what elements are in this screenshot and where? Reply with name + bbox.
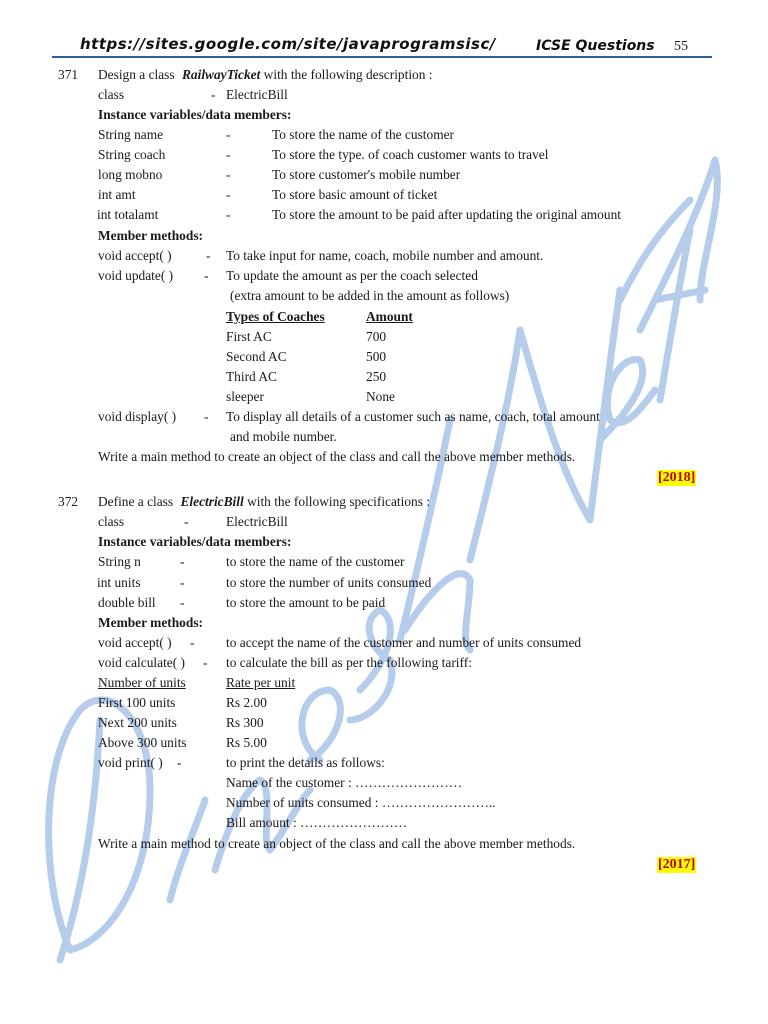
method-display: void display( ) <box>98 409 177 424</box>
tariff-header-units: Number of units <box>98 675 186 690</box>
question-number: 372 <box>58 494 79 509</box>
header-url: https://sites.google.com/site/javaprogramsisc/ <box>80 35 496 53</box>
main-method-text: Write a main method to create an object of the class and call the above member methods. <box>98 836 576 851</box>
ivar-dash: - <box>180 595 185 610</box>
coach-type: Third AC <box>226 369 277 384</box>
ivar-dash: - <box>226 207 231 222</box>
method-dash: - <box>203 655 208 670</box>
method-desc: To display all details of a customer such as name, coach, total amount <box>226 409 600 424</box>
coach-amount: None <box>366 389 396 404</box>
method-desc: to accept the name of the customer and number of units consumed <box>226 635 582 650</box>
intro-text: Define a class <box>98 494 174 509</box>
print-line: Bill amount : …………………… <box>226 815 408 830</box>
coach-type: First AC <box>226 329 272 344</box>
method-dash: - <box>204 268 209 283</box>
method-dash: - <box>206 248 211 263</box>
ivar-decl: long mobno <box>98 167 163 182</box>
class-label: class <box>98 514 125 529</box>
intro-text-post: with the following description : <box>263 67 433 82</box>
tariff-units: Next 200 units <box>98 715 177 730</box>
question-number: 371 <box>58 67 79 82</box>
class-value: ElectricBill <box>226 514 288 529</box>
coach-amount: 250 <box>366 369 387 384</box>
method-calculate: void calculate( ) <box>98 655 185 670</box>
intro-text: Design a class <box>98 67 175 82</box>
method-accept: void accept( ) <box>98 635 172 650</box>
coach-table-header-amount: Amount <box>366 309 413 324</box>
ivar-desc: to store the name of the customer <box>226 554 405 569</box>
tariff-units: First 100 units <box>98 695 176 710</box>
tariff-rate: Rs 300 <box>226 715 264 730</box>
method-desc: To update the amount as per the coach selected <box>226 268 478 283</box>
coach-type: sleeper <box>226 389 264 404</box>
tariff-rate: Rs 5.00 <box>226 735 267 750</box>
class-dash: - <box>184 514 189 529</box>
class-name: RailwayTicket <box>181 67 261 82</box>
tariff-units: Above 300 units <box>98 735 187 750</box>
ivar-decl: String coach <box>98 147 166 162</box>
method-desc: to calculate the bill as per the following tariff: <box>226 655 472 670</box>
header-rule <box>52 56 712 58</box>
method-dash: - <box>177 755 182 770</box>
print-line: Name of the customer : …………………… <box>226 775 463 790</box>
ivar-desc: To store the name of the customer <box>272 127 455 142</box>
methods-heading: Member methods: <box>98 615 204 630</box>
ivar-dash: - <box>180 554 185 569</box>
ivar-desc: To store basic amount of ticket <box>272 187 438 202</box>
ivar-decl: int amt <box>98 187 136 202</box>
print-line: Number of units consumed : …………………….. <box>226 795 496 810</box>
ivar-desc: To store the type. of coach customer wants to travel <box>272 147 549 162</box>
method-dash: - <box>204 409 209 424</box>
class-name: ElectricBill <box>180 494 244 509</box>
tariff-header-rate: Rate per unit <box>226 675 296 690</box>
main-method-text: Write a main method to create an object of the class and call the above member methods. <box>98 449 576 464</box>
method-desc: To take input for name, coach, mobile number and amount. <box>226 248 544 263</box>
question-intro <box>98 495 430 508</box>
ivar-decl: int units <box>97 575 141 590</box>
ivar-decl: String name <box>98 127 164 142</box>
ivar-dash: - <box>226 147 231 162</box>
class-label: class <box>98 87 125 102</box>
question-intro <box>98 68 433 81</box>
ivars-heading: Instance variables/data members: <box>98 107 292 122</box>
ivar-desc: to store the number of units consumed <box>226 575 432 590</box>
tariff-rate: Rs 2.00 <box>226 695 267 710</box>
year-badge: [2017] <box>658 857 696 872</box>
ivar-desc: To store the amount to be paid after updating the original amount <box>272 207 621 222</box>
method-dash: - <box>190 635 195 650</box>
method-print: void print( ) <box>98 755 163 770</box>
ivar-decl: int totalamt <box>97 207 159 222</box>
coach-amount: 700 <box>366 329 387 344</box>
ivar-desc: to store the amount to be paid <box>226 595 386 610</box>
ivar-dash: - <box>226 167 231 182</box>
ivar-dash: - <box>180 575 185 590</box>
coach-table-header-type: Types of Coaches <box>226 309 325 324</box>
method-desc: to print the details as follows: <box>226 755 385 770</box>
coach-amount: 500 <box>366 349 387 364</box>
class-value: ElectricBill <box>226 87 288 102</box>
method-accept: void accept( ) <box>98 248 172 263</box>
method-update: void update( ) <box>98 268 174 283</box>
ivars-heading: Instance variables/data members: <box>98 534 292 549</box>
method-desc-cont: (extra amount to be added in the amount as follows) <box>230 288 510 303</box>
page-number: 55 <box>674 39 688 54</box>
methods-heading: Member methods: <box>98 228 204 243</box>
intro-text-post: with the following specifications : <box>247 494 431 509</box>
method-desc-cont: and mobile number. <box>230 429 337 444</box>
ivar-decl: double bill <box>98 595 156 610</box>
ivar-dash: - <box>226 127 231 142</box>
class-dash: - <box>211 87 216 102</box>
header-title: ICSE Questions <box>536 38 655 54</box>
coach-type: Second AC <box>226 349 287 364</box>
ivar-decl: String n <box>98 554 141 569</box>
year-badge: [2018] <box>658 470 696 485</box>
ivar-desc: To store customer's mobile number <box>272 167 461 182</box>
ivar-dash: - <box>226 187 231 202</box>
